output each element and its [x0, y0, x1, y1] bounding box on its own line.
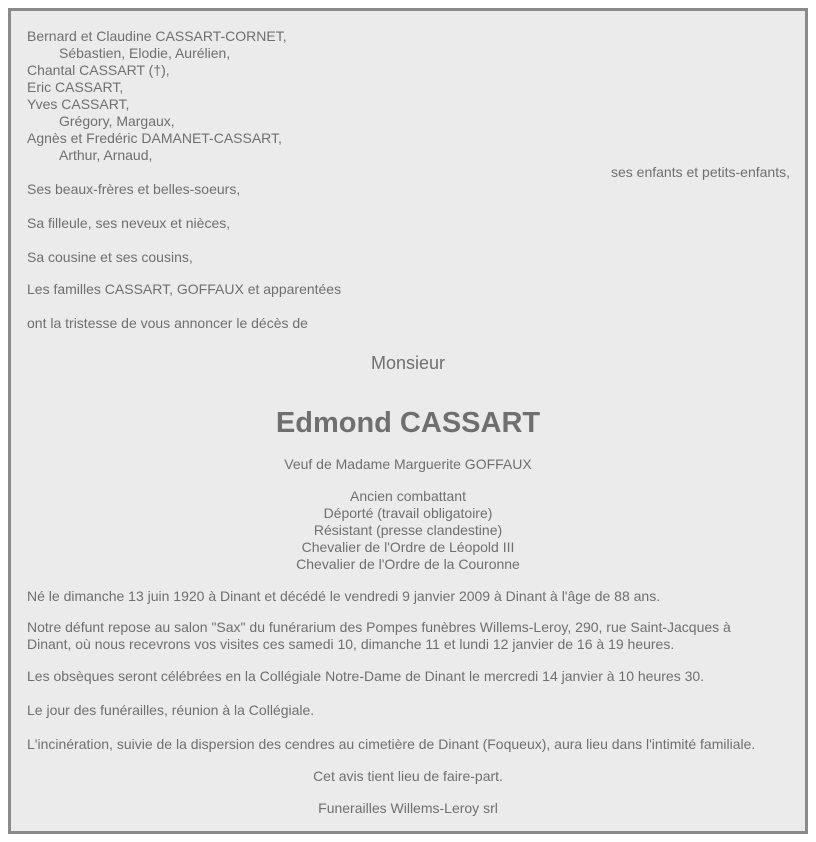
honor-item: Résistant (presse clandestine): [313, 522, 503, 538]
announcement-line: ont la tristesse de vous annoncer le décès de: [27, 315, 308, 331]
widower-line: Veuf de Madame Marguerite GOFFAUX: [284, 456, 532, 472]
deceased-title: Monsieur: [370, 353, 446, 373]
family-line-7: Agnès et Fredéric DAMANET-CASSART,: [27, 130, 282, 146]
family-line-1: Bernard et Claudine CASSART-CORNET,: [27, 28, 287, 44]
families-line: Les familles CASSART, GOFFAUX et apparentées: [27, 281, 342, 297]
meeting-line: Le jour des funérailles, réunion à la Collégiale.: [27, 702, 315, 718]
honor-item: Déporté (travail obligatoire): [323, 505, 493, 521]
family-line-4: Eric CASSART,: [27, 79, 124, 95]
children-label: ses enfants et petits-enfants,: [611, 164, 790, 180]
family-line-2: Sébastien, Elodie, Aurélien,: [59, 45, 231, 61]
honor-item: Chevalier de l'Ordre de la Couronne: [296, 556, 520, 572]
godchild-line: Sa filleule, ses neveux et nièces,: [27, 215, 231, 231]
honor-item: Ancien combattant: [350, 488, 466, 504]
honor-item: Chevalier de l'Ordre de Léopold III: [301, 539, 515, 555]
undertaker-line: Funerailles Willems-Leroy srl: [318, 800, 498, 816]
funeral-line: Les obsèques seront célébrées en la Collégiale Notre-Dame de Dinant le mercredi 14 janvier à 10 heures 30.: [27, 668, 705, 684]
deceased-name: Edmond CASSART: [275, 407, 541, 439]
notice-line: Cet avis tient lieu de faire-part.: [313, 768, 503, 784]
cremation-line: L'incinération, suivie de la dispersion des cendres au cimetière de Dinant (Foqueux), aura lieu dans l'intimité familiale.: [27, 736, 756, 752]
birth-death-line: Né le dimanche 13 juin 1920 à Dinant et décédé le vendredi 9 janvier 2009 à Dinant à l'âge de 88 ans.: [27, 588, 661, 604]
family-line-5: Yves CASSART,: [27, 96, 130, 112]
cousins-line: Sa cousine et ses cousins,: [27, 249, 193, 265]
family-line-3: Chantal CASSART (†),: [27, 62, 170, 78]
siblings-in-law: Ses beaux-frères et belles-soeurs,: [27, 181, 241, 197]
rest-line-1: Notre défunt repose au salon "Sax" du funérarium des Pompes funèbres Willems-Leroy, 290, rue Saint-Jacques à: [27, 619, 731, 635]
rest-line-2: Dinant, où nous recevrons vos visites ces samedi 10, dimanche 11 et lundi 12 janvier de 16 à 19 heures.: [27, 636, 675, 652]
family-line-6: Grégory, Margaux,: [59, 113, 175, 129]
family-line-8: Arthur, Arnaud,: [59, 147, 153, 163]
obituary-card: [8, 8, 808, 834]
